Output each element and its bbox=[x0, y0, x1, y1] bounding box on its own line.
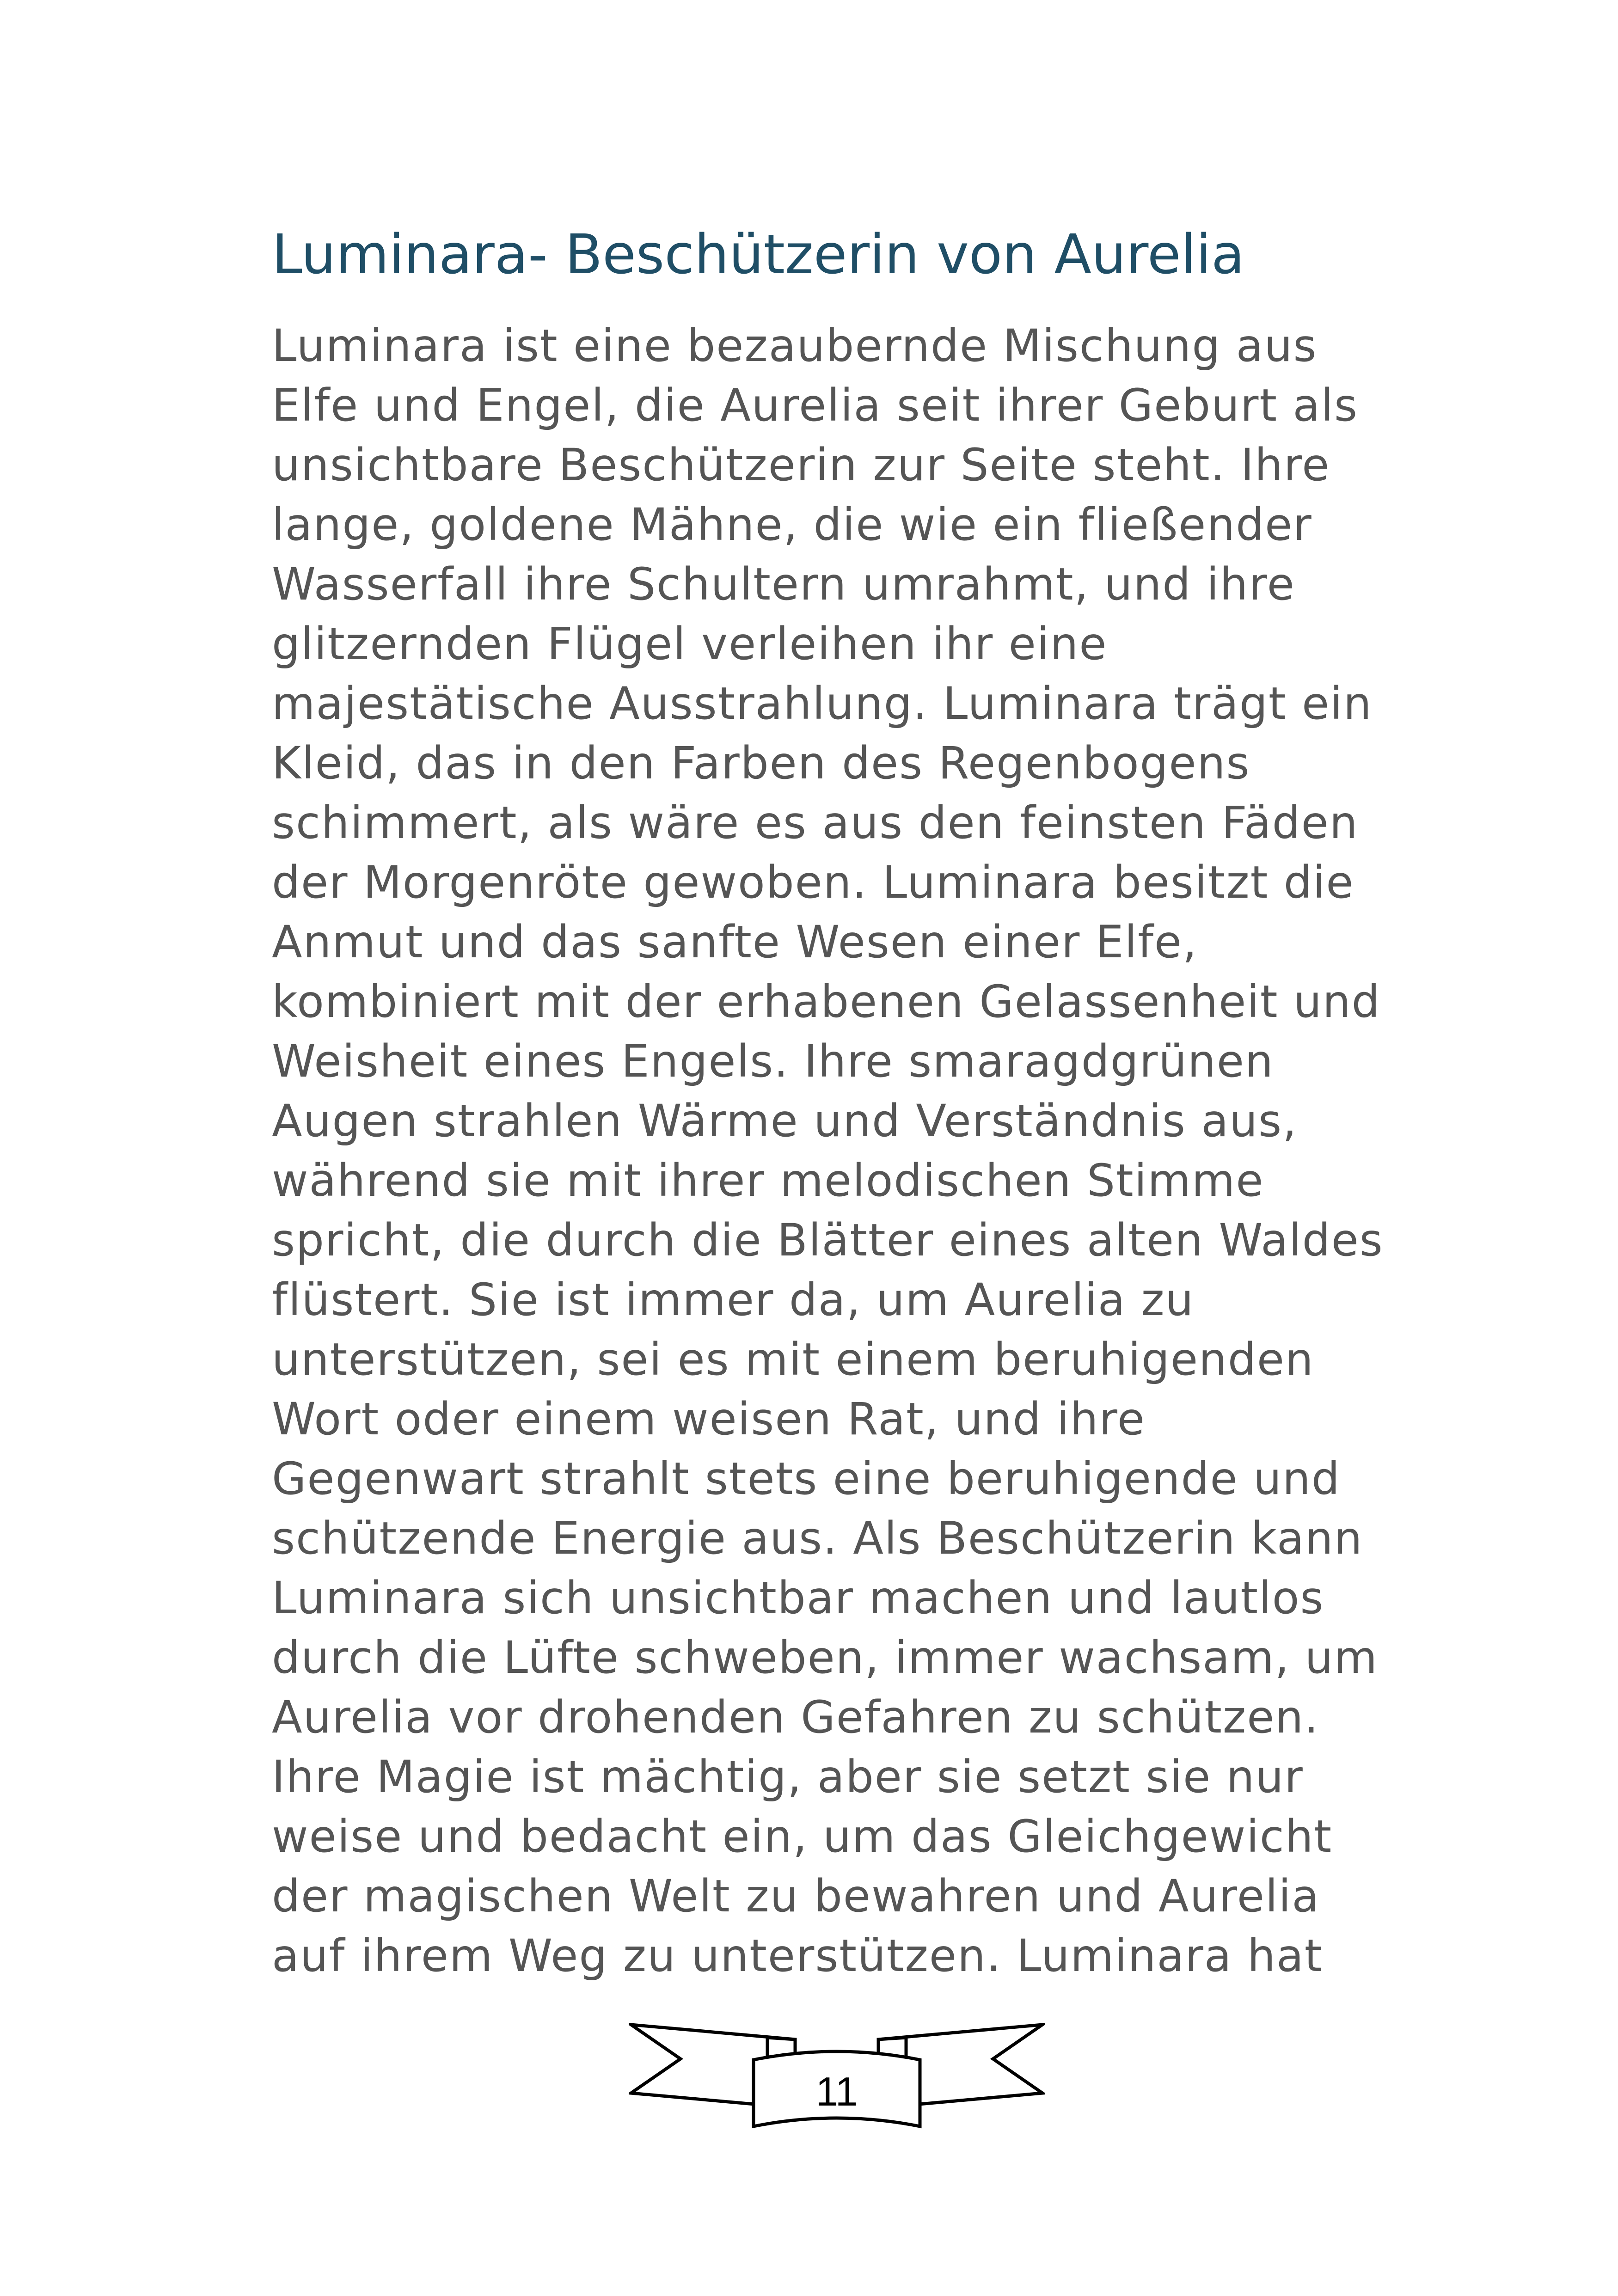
paragraph-line: Luminara ist eine bezaubernde Mischung aus bbox=[272, 320, 1318, 372]
paragraph-line: Wort oder einem weisen Rat, und ihre bbox=[272, 1393, 1146, 1445]
page-number-banner bbox=[629, 2015, 1045, 2136]
paragraph-line: Gegenwart strahlt stets eine beruhigende und bbox=[272, 1453, 1341, 1505]
page-number: 11 bbox=[815, 2069, 858, 2114]
paragraph-line: Augen strahlen Wärme und Verständnis aus, bbox=[272, 1095, 1298, 1147]
paragraph-line: flüstert. Sie ist immer da, um Aurelia zu bbox=[272, 1274, 1195, 1326]
paragraph-line: auf ihrem Weg zu unterstützen. Luminara hat bbox=[272, 1930, 1323, 1982]
paragraph-line: der magischen Welt zu bewahren und Aurelia bbox=[272, 1870, 1320, 1922]
paragraph-line: Kleid, das in den Farben des Regenbogens bbox=[272, 737, 1250, 789]
paragraph-line: Luminara sich unsichtbar machen und lautlos bbox=[272, 1572, 1324, 1624]
paragraph-line: schützende Energie aus. Als Beschützerin kann bbox=[272, 1512, 1363, 1564]
paragraph-line: Aurelia vor drohenden Gefahren zu schützen. bbox=[272, 1691, 1319, 1743]
paragraph-line: durch die Lüfte schweben, immer wachsam, um bbox=[272, 1632, 1378, 1684]
paragraph-line: unterstützen, sei es mit einem beruhigenden bbox=[272, 1334, 1314, 1385]
paragraph-line: der Morgenröte gewoben. Luminara besitzt die bbox=[272, 857, 1354, 908]
paragraph-line: unsichtbare Beschützerin zur Seite steht. Ihre bbox=[272, 439, 1330, 491]
paragraph-line: Wasserfall ihre Schultern umrahmt, und ihre bbox=[272, 558, 1295, 610]
page-title: Luminara- Beschützerin von Aurelia bbox=[272, 222, 1245, 286]
paragraph-line: lange, goldene Mähne, die wie ein fließender bbox=[272, 499, 1312, 551]
body-paragraph bbox=[272, 316, 1437, 1986]
paragraph-line: glitzernden Flügel verleihen ihr eine bbox=[272, 618, 1108, 670]
paragraph-line: schimmert, als wäre es aus den feinsten Fäden bbox=[272, 797, 1359, 849]
paragraph-line: Elfe und Engel, die Aurelia seit ihrer Geburt als bbox=[272, 380, 1359, 431]
paragraph-line: weise und bedacht ein, um das Gleichgewicht bbox=[272, 1811, 1333, 1862]
paragraph-line: spricht, die durch die Blätter eines alten Waldes bbox=[272, 1214, 1384, 1266]
paragraph-line: majestätische Ausstrahlung. Luminara trägt ein bbox=[272, 678, 1373, 729]
paragraph-line: Weisheit eines Engels. Ihre smaragdgrünen bbox=[272, 1035, 1274, 1087]
paragraph-line: Anmut und das sanfte Wesen einer Elfe, bbox=[272, 916, 1198, 968]
paragraph-line: Ihre Magie ist mächtig, aber sie setzt sie nur bbox=[272, 1751, 1304, 1803]
paragraph-line: während sie mit ihrer melodischen Stimme bbox=[272, 1155, 1264, 1206]
paragraph-line: kombiniert mit der erhabenen Gelassenheit und bbox=[272, 976, 1381, 1028]
